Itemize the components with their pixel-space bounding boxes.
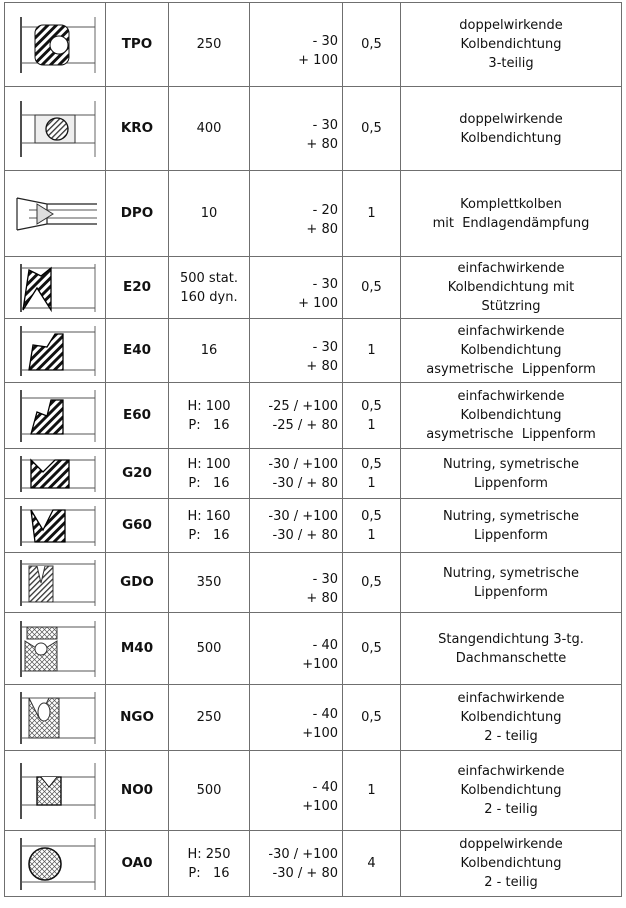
seal-code: KRO xyxy=(106,87,169,171)
temperature-range-line: - 30 xyxy=(312,33,338,49)
speed-value-line: 0,5 xyxy=(361,575,382,590)
seal-image-cell xyxy=(5,449,106,499)
temperature-range-line: + 80 xyxy=(306,136,338,152)
seal-description-line: Kolbendichtung xyxy=(460,408,562,423)
speed-value xyxy=(343,319,401,383)
temperature-range xyxy=(250,171,343,257)
seal-description-line: Nutring, symetrische xyxy=(442,508,580,524)
temperature-range-line: - 30 xyxy=(312,117,338,133)
table-row xyxy=(5,87,622,171)
seal-description-line: Kolbendichtung xyxy=(460,37,562,52)
temperature-range xyxy=(250,831,343,897)
seal-image-cell xyxy=(5,3,106,87)
seal-description-line: 2 - teilig xyxy=(484,875,538,890)
temperature-range-line: + 80 xyxy=(306,221,338,237)
seal-tpo-icon xyxy=(7,13,103,77)
seal-description-line: mit Endlagendämpfung xyxy=(432,215,590,231)
pressure-value-line: H: 250 xyxy=(187,846,231,862)
table-row xyxy=(5,751,622,831)
seal-image-cell xyxy=(5,383,106,449)
seal-image-cell xyxy=(5,171,106,257)
seal-description-line: Kolbendichtung mit xyxy=(447,280,575,295)
seal-description-line: Kolbendichtung xyxy=(460,856,562,871)
seal-oa0-icon xyxy=(7,834,103,894)
seal-image-cell xyxy=(5,751,106,831)
speed-value-line: 0,5 xyxy=(361,710,382,725)
speed-value-line: 0,5 xyxy=(361,456,382,472)
table-row xyxy=(5,319,622,383)
temperature-range-line: + 100 xyxy=(298,52,338,68)
piston-dpo-icon xyxy=(7,182,103,246)
pressure-value-line: 350 xyxy=(196,575,222,590)
seal-code: G20 xyxy=(106,449,169,499)
speed-value-line: 1 xyxy=(367,417,376,433)
pressure-value-line: 16 xyxy=(200,343,218,358)
temperature-range-line: -30 / + 80 xyxy=(272,865,338,881)
speed-value-line: 0,5 xyxy=(361,508,382,524)
table-row xyxy=(5,383,622,449)
seal-code: NO0 xyxy=(106,751,169,831)
pressure-value xyxy=(169,87,250,171)
pressure-value xyxy=(169,685,250,751)
seal-description-line: einfachwirkende xyxy=(457,389,565,404)
seal-code: M40 xyxy=(106,613,169,685)
pressure-value xyxy=(169,257,250,319)
temperature-range-line: - 30 xyxy=(312,276,338,292)
speed-value xyxy=(343,87,401,171)
seal-description-line: Nutring, symetrische xyxy=(442,456,580,472)
table-row xyxy=(5,3,622,87)
table-row xyxy=(5,613,622,685)
seal-description-line: Lippenform xyxy=(474,584,548,600)
speed-value-line: 1 xyxy=(367,783,376,798)
speed-value xyxy=(343,383,401,449)
seal-code: TPO xyxy=(106,3,169,87)
seal-image-cell xyxy=(5,257,106,319)
seal-code: E60 xyxy=(106,383,169,449)
seal-description-line: doppelwirkende xyxy=(459,837,563,852)
temperature-range-line: -30 / + 80 xyxy=(272,475,338,491)
seal-description xyxy=(401,831,622,897)
pressure-value-line: P: 16 xyxy=(188,475,230,491)
speed-value xyxy=(343,3,401,87)
seal-no0-icon xyxy=(7,759,103,823)
speed-value xyxy=(343,171,401,257)
pressure-value-line: 500 xyxy=(196,783,222,798)
pressure-value-line: 250 xyxy=(196,710,222,725)
seal-description xyxy=(401,171,622,257)
speed-value-line: 1 xyxy=(367,475,376,491)
temperature-range xyxy=(250,257,343,319)
seal-e40-icon xyxy=(7,322,103,380)
seal-gdo-icon xyxy=(7,556,103,610)
speed-value-line: 1 xyxy=(367,206,376,221)
speed-value xyxy=(343,685,401,751)
temperature-range xyxy=(250,383,343,449)
pressure-value-line: H: 100 xyxy=(187,398,231,414)
seal-description-line: Stützring xyxy=(481,299,541,314)
table-row xyxy=(5,449,622,499)
seal-description-line: asymetrische Lippenform xyxy=(426,362,596,377)
temperature-range-line: + 80 xyxy=(306,590,338,606)
seal-description-line: 2 - teilig xyxy=(484,802,538,817)
speed-value-line: 4 xyxy=(367,856,376,871)
speed-value-line: 0,5 xyxy=(361,280,382,295)
seal-code: E20 xyxy=(106,257,169,319)
pressure-value xyxy=(169,613,250,685)
temperature-range-line: +100 xyxy=(302,725,338,741)
table-row xyxy=(5,257,622,319)
temperature-range-line: +100 xyxy=(302,798,338,814)
seal-code: NGO xyxy=(106,685,169,751)
pressure-value xyxy=(169,449,250,499)
temperature-range-line: - 30 xyxy=(312,339,338,355)
seal-description-line: Nutring, symetrische xyxy=(442,565,580,581)
seal-image-cell xyxy=(5,685,106,751)
speed-value-line: 0,5 xyxy=(361,121,382,136)
seal-description xyxy=(401,449,622,499)
speed-value xyxy=(343,553,401,613)
temperature-range xyxy=(250,319,343,383)
seal-image-cell xyxy=(5,87,106,171)
pressure-value-line: 10 xyxy=(200,206,218,221)
seal-description-line: einfachwirkende xyxy=(457,324,565,339)
temperature-range xyxy=(250,685,343,751)
pressure-value-line: 160 dyn. xyxy=(180,289,238,305)
seal-description-line: Dachmanschette xyxy=(455,650,567,666)
table-row xyxy=(5,171,622,257)
speed-value xyxy=(343,499,401,553)
speed-value-line: 0,5 xyxy=(361,398,382,414)
seal-description-line: Lippenform xyxy=(474,527,548,543)
seal-description-line: Stangendichtung 3-tg. xyxy=(438,631,584,647)
seal-image-cell xyxy=(5,831,106,897)
speed-value xyxy=(343,751,401,831)
speed-value xyxy=(343,257,401,319)
seal-description xyxy=(401,553,622,613)
seal-description-line: doppelwirkende xyxy=(459,18,563,33)
pressure-value-line: H: 160 xyxy=(187,508,231,524)
seal-description-line: Kolbendichtung xyxy=(460,783,562,798)
seal-description-line: 3-teilig xyxy=(488,56,534,71)
seal-description xyxy=(401,685,622,751)
seal-code: E40 xyxy=(106,319,169,383)
seal-image-cell xyxy=(5,499,106,553)
temperature-range-line: + 80 xyxy=(306,358,338,374)
seal-code: DPO xyxy=(106,171,169,257)
temperature-range xyxy=(250,751,343,831)
pressure-value-line: H: 100 xyxy=(187,456,231,472)
seal-description-line: Kolbendichtung xyxy=(460,130,562,146)
pressure-value xyxy=(169,499,250,553)
seal-description xyxy=(401,613,622,685)
temperature-range-line: -30 / +100 xyxy=(268,456,338,472)
seal-description-line: asymetrische Lippenform xyxy=(426,427,596,442)
temperature-range xyxy=(250,553,343,613)
seal-description-line: einfachwirkende xyxy=(457,261,565,276)
seal-e20-icon xyxy=(7,260,103,316)
seal-description xyxy=(401,3,622,87)
seal-e60-icon xyxy=(7,386,103,446)
pressure-value-line: 250 xyxy=(196,37,222,52)
seal-description-line: einfachwirkende xyxy=(457,764,565,779)
temperature-range-line: -30 / + 80 xyxy=(272,527,338,543)
seal-description-line: Kolbendichtung xyxy=(460,710,562,725)
temperature-range xyxy=(250,87,343,171)
speed-value-line: 0,5 xyxy=(361,641,382,656)
table-row xyxy=(5,831,622,897)
speed-value xyxy=(343,613,401,685)
temperature-range-line: - 40 xyxy=(312,706,338,722)
seal-g60-icon xyxy=(7,502,103,550)
temperature-range-line: +100 xyxy=(302,656,338,672)
pressure-value xyxy=(169,171,250,257)
table-row xyxy=(5,499,622,553)
speed-value xyxy=(343,449,401,499)
seal-table xyxy=(4,2,622,897)
seal-description xyxy=(401,319,622,383)
seal-description-line: Komplettkolben xyxy=(460,196,562,212)
seal-description-line: einfachwirkende xyxy=(457,691,565,706)
pressure-value xyxy=(169,383,250,449)
temperature-range-line: -30 / +100 xyxy=(268,846,338,862)
pressure-value xyxy=(169,831,250,897)
seal-description xyxy=(401,383,622,449)
temperature-range xyxy=(250,613,343,685)
seal-description-line: Lippenform xyxy=(474,475,548,491)
speed-value-line: 0,5 xyxy=(361,37,382,52)
table-row xyxy=(5,685,622,751)
table-row xyxy=(5,553,622,613)
seal-code: GDO xyxy=(106,553,169,613)
seal-description xyxy=(401,751,622,831)
temperature-range-line: - 20 xyxy=(312,202,338,218)
temperature-range-line: - 40 xyxy=(312,779,338,795)
pressure-value-line: P: 16 xyxy=(188,417,230,433)
seal-ngo-icon xyxy=(7,688,103,748)
pressure-value-line: 500 stat. xyxy=(179,270,238,286)
seal-m40-icon xyxy=(7,617,103,681)
seal-code: OA0 xyxy=(106,831,169,897)
temperature-range-line: + 100 xyxy=(298,295,338,311)
seal-image-cell xyxy=(5,319,106,383)
seal-description xyxy=(401,257,622,319)
seal-image-cell xyxy=(5,553,106,613)
speed-value-line: 1 xyxy=(367,527,376,543)
seal-description-line: 2 - teilig xyxy=(484,729,538,744)
temperature-range xyxy=(250,499,343,553)
pressure-value-line: P: 16 xyxy=(188,527,230,543)
seal-description-line: doppelwirkende xyxy=(459,111,563,127)
pressure-value-line: 400 xyxy=(196,121,222,136)
temperature-range xyxy=(250,3,343,87)
pressure-value xyxy=(169,553,250,613)
seal-description-line: Kolbendichtung xyxy=(460,343,562,358)
temperature-range-line: -25 / +100 xyxy=(268,398,338,414)
pressure-value xyxy=(169,3,250,87)
temperature-range-line: -25 / + 80 xyxy=(272,417,338,433)
seal-image-cell xyxy=(5,613,106,685)
temperature-range-line: - 40 xyxy=(312,637,338,653)
seal-code: G60 xyxy=(106,499,169,553)
pressure-value-line: P: 16 xyxy=(188,865,230,881)
speed-value-line: 1 xyxy=(367,343,376,358)
pressure-value xyxy=(169,751,250,831)
pressure-value-line: 500 xyxy=(196,641,222,656)
pressure-value xyxy=(169,319,250,383)
seal-kro-icon xyxy=(7,97,103,161)
seal-description xyxy=(401,499,622,553)
seal-description xyxy=(401,87,622,171)
seal-g20-icon xyxy=(7,452,103,496)
speed-value xyxy=(343,831,401,897)
temperature-range-line: -30 / +100 xyxy=(268,508,338,524)
temperature-range xyxy=(250,449,343,499)
temperature-range-line: - 30 xyxy=(312,571,338,587)
